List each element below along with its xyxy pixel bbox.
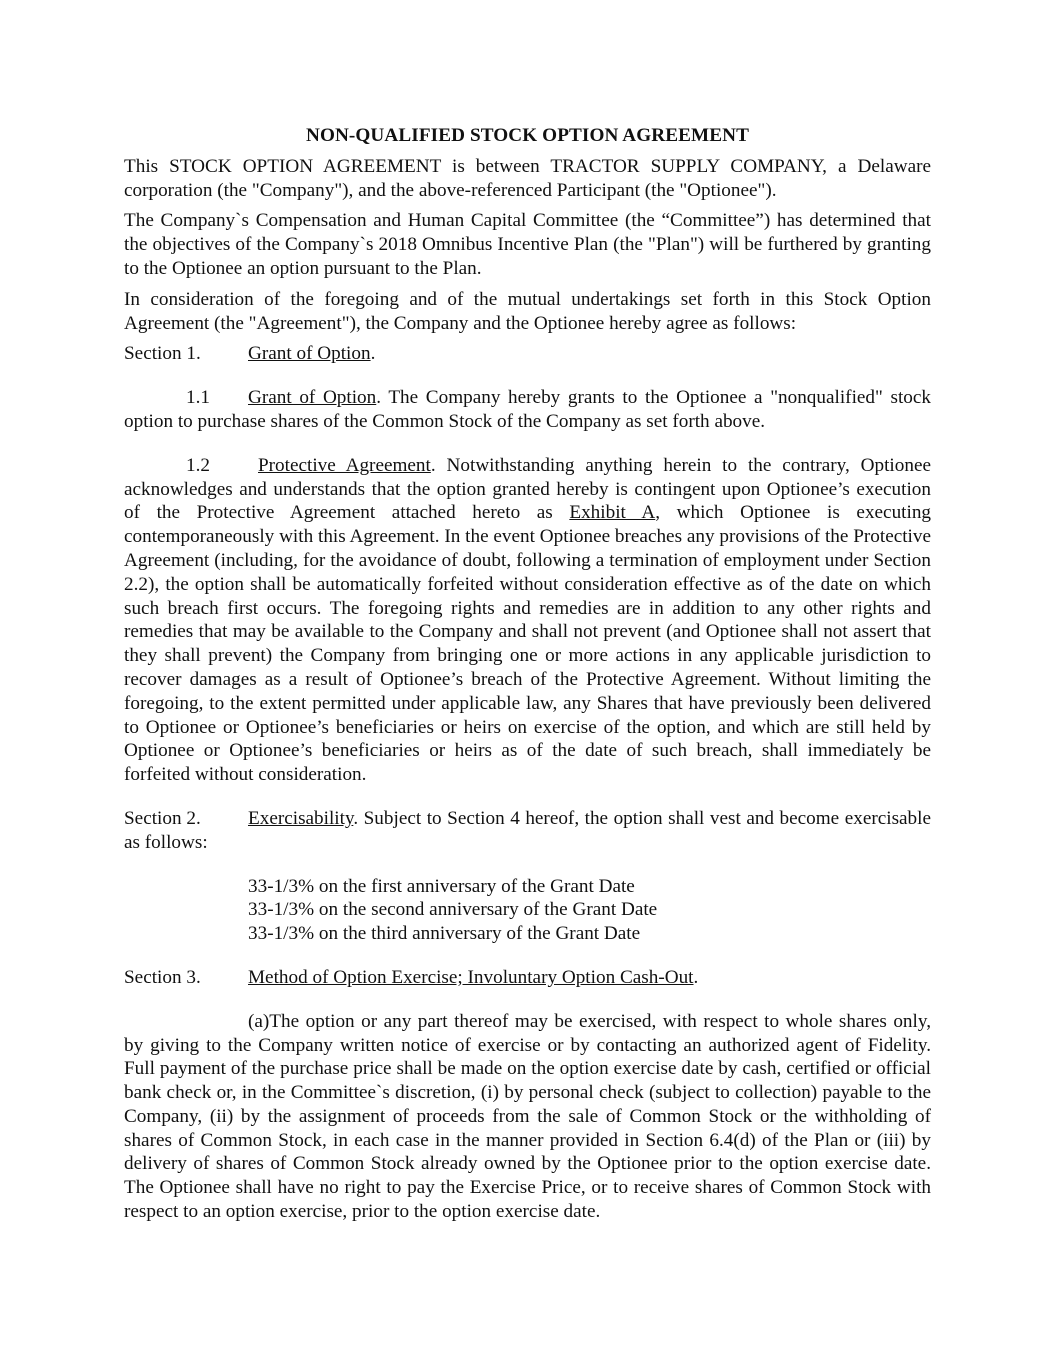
- document-title: NON-QUALIFIED STOCK OPTION AGREEMENT: [305, 125, 750, 146]
- section-1-1-title: Grant of Option: [248, 387, 377, 409]
- section-1-1-text: . The Company hereby grants to the Optionee a "nonqualified" stock option to purchase shares of the Common Stock of the Company as set forth above.: [124, 387, 931, 432]
- consideration-paragraph: In consideration of the foregoing and of the mutual undertakings set forth in this Stock Option Agreement (the "Agreement"), the Company and the Optionee hereby agree as follows:: [124, 288, 931, 334]
- recital-paragraph: The Company`s Compensation and Human Capital Committee (the “Committee”) has determined that the objectives of the Company`s 2018 Omnibus Incentive Plan (the "Plan") will be furthered by granting to the Optionee an option pursuant to the Plan.: [124, 210, 931, 279]
- section-3-a-text: The option or any part thereof may be exercised, with respect to whole shares only, by giving to the Company written notice of exercise or by contacting an authorized agent of Fidelity. Full payment of the purchase price shall be made on the option exercise date by cash, certified or official bank check or, in the Committee`s discretion, (i) by personal check (subject to collection) payable to the Company, (ii) by the assignment of proceeds from the sale of Common Stock or the withholding of shares of Common Stock, in each case in the manner provided in Section 6.4(d) of the Plan or (iii) by delivery of shares of Common Stock already owned by the Optionee prior to the option exercise date. The Optionee shall have no right to pay the Exercise Price, or to receive shares of Common Stock with respect to an option exercise, prior to the option exercise date.: [124, 1010, 931, 1223]
- section-3-heading: [124, 966, 931, 990]
- section-2-paragraph: [124, 807, 931, 855]
- section-2-title: Exercisability: [248, 807, 354, 829]
- section-1-1-paragraph: [124, 386, 931, 434]
- vesting-schedule: [248, 875, 931, 946]
- section-1-2-number: 1.2: [186, 454, 210, 476]
- section-2-label: Section 2.: [124, 807, 201, 829]
- section-2-text: . Subject to Section 4 hereof, the option shall vest and become exercisable as follows:: [124, 807, 931, 853]
- vesting-item: 33-1/3% on the first anniversary of the Grant Date: [248, 875, 635, 897]
- vesting-item: 33-1/3% on the second anniversary of the Grant Date: [248, 899, 658, 921]
- section-1-title: Grant of Option: [248, 343, 371, 365]
- intro-paragraph: This STOCK OPTION AGREEMENT is between TRACTOR SUPPLY COMPANY, a Delaware corporation (the "Company"), and the above-referenced Participant (the "Optionee").: [124, 155, 931, 201]
- exhibit-a-reference: Exhibit A: [569, 502, 656, 524]
- section-1-2-text-a: . Notwithstanding anything herein to the contrary, Optionee acknowledges and understands that the option granted hereby is contingent upon Optionee’s execution of the Protective Agreement attached hereto as: [124, 454, 931, 524]
- section-1-title-suffix: .: [370, 343, 376, 365]
- section-3-title-suffix: .: [693, 966, 699, 988]
- section-3-a-number: (a): [248, 1010, 270, 1032]
- document-body: [124, 124, 931, 1224]
- section-1-2-paragraph: [124, 454, 931, 787]
- section-1-heading: [124, 342, 931, 366]
- section-1-label: Section 1.: [124, 343, 201, 365]
- section-3-title: Method of Option Exercise; Involuntary Option Cash-Out: [248, 966, 694, 988]
- section-1-2-text-b: , which Optionee is executing contemporaneously with this Agreement. In the event Optionee breaches any provisions of the Protective Agreement (including, for the avoidance of doubt, following a termination of employment under Section 2.2), the option shall be automatically forfeited without consideration effective as of the date on which such breach first occurs. The foregoing rights and remedies are in addition to any other rights and remedies that may be available to the Company and shall not prevent (and Optionee shall not assert that they shall prevent) the Company from bringing one or more actions in any applicable jurisdiction to recover damages as a result of Optionee’s breach of the Protective Agreement. Without limiting the foregoing, to the extent permitted under applicable law, any Shares that have previously been delivered to Optionee or Optionee’s beneficiaries or heirs on exercise of the option, and which are still held by Optionee or Optionee’s beneficiaries or heirs as of the date of such breach, shall immediately be forfeited without consideration.: [124, 502, 932, 786]
- section-1-1-number: 1.1: [186, 387, 210, 409]
- section-1-2-title: Protective Agreement: [258, 454, 431, 476]
- vesting-item: 33-1/3% on the third anniversary of the Grant Date: [248, 923, 641, 945]
- section-3-a-paragraph: [124, 1010, 931, 1224]
- section-3-label: Section 3.: [124, 966, 201, 988]
